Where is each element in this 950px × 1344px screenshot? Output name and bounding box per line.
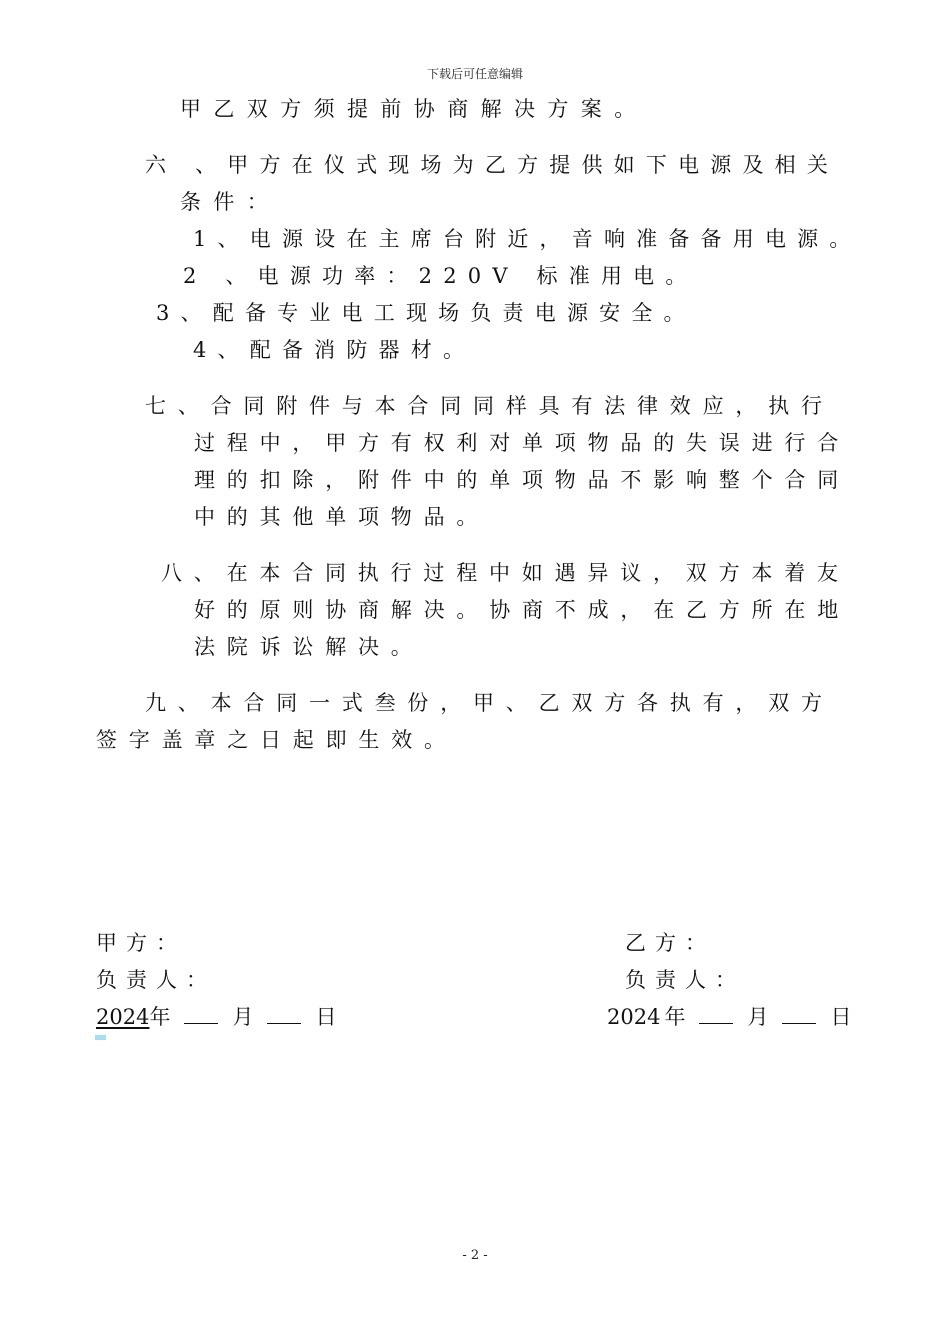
party-b-day-unit: 日 — [830, 1005, 852, 1029]
paragraph-7-line-4: 中的其他单项物品。 — [194, 505, 490, 529]
party-b-representative-label: 负责人： — [625, 968, 745, 992]
party-b-month-blank — [699, 1005, 733, 1024]
party-a-date — [96, 1004, 336, 1030]
paragraph-6-item-1: 1、电源设在主席台附近，音响准备备用电源。 — [193, 227, 862, 251]
paragraph-8-line-3: 法院诉讼解决。 — [194, 635, 424, 659]
party-b-date — [607, 1004, 851, 1030]
party-b-label: 乙方： — [625, 931, 715, 955]
paragraph-6-item-4: 4、配备消防器材。 — [193, 338, 476, 362]
party-a-label: 甲方： — [96, 931, 186, 955]
paragraph-7-line-3: 理的扣除，附件中的单项物品不影响整个合同 — [194, 468, 850, 492]
party-a-year-unit: 年 — [149, 1005, 171, 1029]
party-a-day-blank — [267, 1005, 301, 1024]
paragraph-8-line-2: 好的原则协商解决。协商不成，在乙方所在地 — [194, 598, 850, 622]
paragraph-9-line-2: 签字盖章之日起即生效。 — [96, 728, 457, 752]
party-a-representative-label: 负责人： — [96, 968, 216, 992]
party-b-day-blank — [782, 1005, 816, 1024]
paragraph-6-item-2: 2 、电源功率：220V 标准用电。 — [183, 264, 698, 288]
paragraph-8-line-1: 八、在本合同执行过程中如遇异议，双方本着友 — [161, 561, 850, 585]
paragraph-6-line-2: 条件： — [180, 190, 281, 214]
party-a-month-unit: 月 — [232, 1005, 254, 1029]
party-b-year-unit: 年 — [664, 1005, 686, 1029]
party-b-month-unit: 月 — [747, 1005, 769, 1029]
paragraph-5-tail: 甲乙双方须提前协商解决方案。 — [180, 97, 648, 121]
party-a-day-unit: 日 — [315, 1005, 337, 1029]
paragraph-6-line-1: 六 、甲方在仪式现场为乙方提供如下电源及相关 — [145, 153, 840, 177]
paragraph-7-line-2: 过程中，甲方有权利对单项物品的失误进行合 — [194, 431, 850, 455]
text-cursor-marker — [95, 1035, 106, 1040]
page-number: - 2 - — [462, 1248, 488, 1263]
party-a-year: 2024 — [96, 1005, 150, 1029]
party-a-month-blank — [184, 1005, 218, 1024]
paragraph-9-line-1: 九、本合同一式叁份，甲、乙双方各执有，双方 — [145, 691, 834, 715]
party-b-year: 2024 — [607, 1005, 661, 1029]
page-header-note: 下载后可任意编辑 — [426, 67, 523, 81]
paragraph-6-item-3: 3、配备专业电工现场负责电源安全。 — [156, 301, 696, 325]
paragraph-7-line-1: 七、合同附件与本合同同样具有法律效应，执行 — [145, 394, 834, 418]
